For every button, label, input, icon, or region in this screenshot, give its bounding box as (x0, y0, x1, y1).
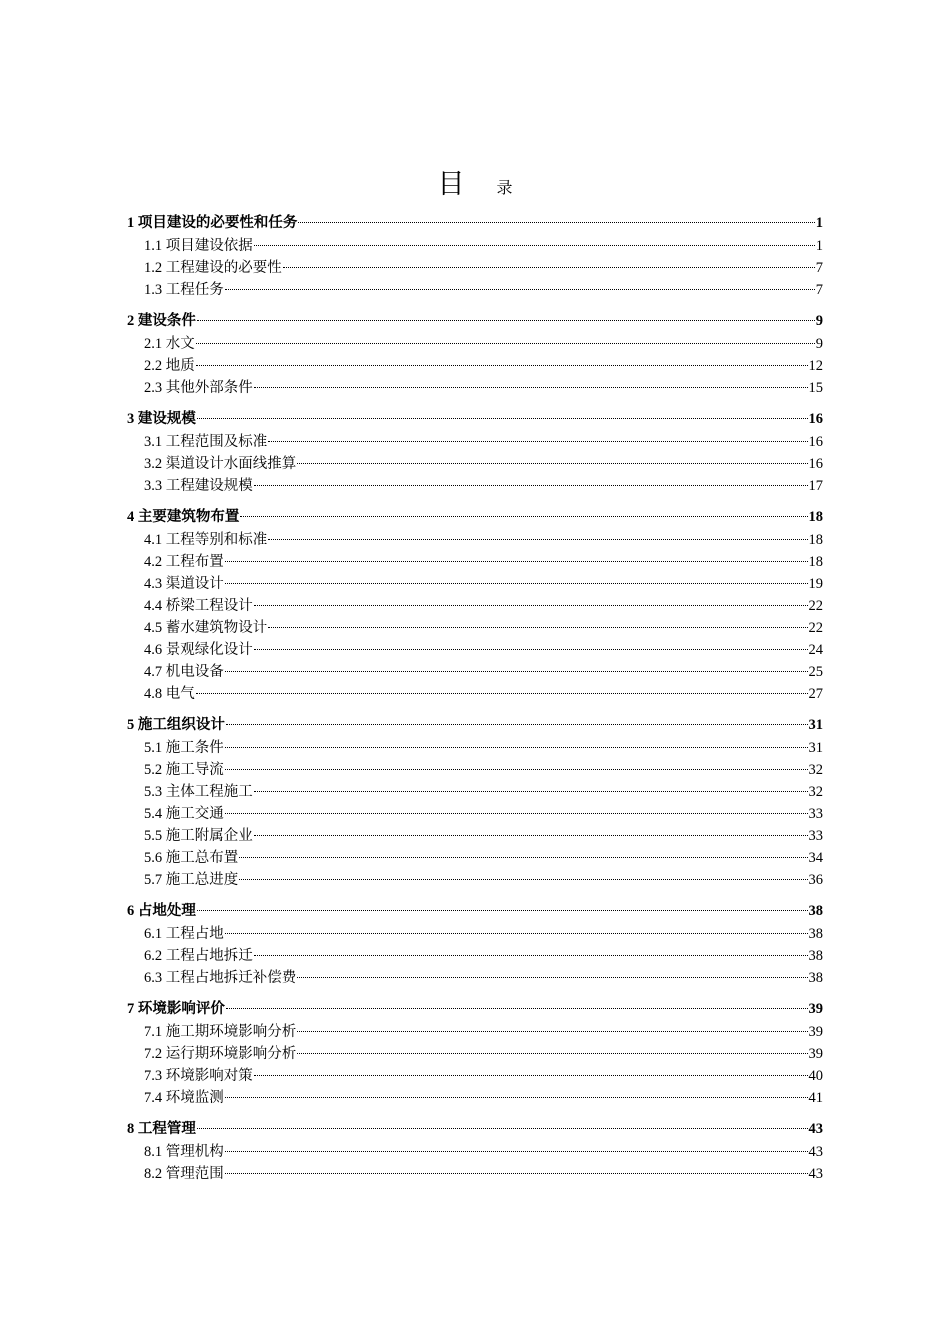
dot-leader (196, 365, 808, 366)
toc-subsection[interactable] (127, 333, 823, 355)
toc-subsection-page-number: 38 (808, 926, 823, 942)
toc-subsection-label: 7.4 环境监测 (144, 1090, 224, 1106)
toc-section-label: 4 主要建筑物布置 (127, 509, 240, 525)
toc-subsection-page-number: 41 (808, 1090, 823, 1106)
toc-subsection-page-number: 16 (808, 434, 823, 450)
toc-subsection-page-number: 19 (808, 576, 823, 592)
toc-subsection-page-number: 31 (808, 740, 823, 756)
dot-leader (226, 724, 808, 725)
toc-subsection[interactable] (127, 825, 823, 847)
dot-leader (297, 977, 807, 978)
toc-subsection-label: 4.4 桥梁工程设计 (144, 598, 253, 614)
toc-subsection-label: 1.3 工程任务 (144, 282, 224, 298)
toc-subsection[interactable] (127, 573, 823, 595)
dot-leader (225, 1173, 808, 1174)
toc-subsection[interactable] (127, 453, 823, 475)
dot-leader (254, 649, 808, 650)
toc-subsection-page-number: 38 (808, 948, 823, 964)
toc-section-page-number: 1 (815, 215, 823, 231)
toc-subsection[interactable] (127, 235, 823, 257)
table-of-contents (127, 211, 823, 1185)
toc-subsection-label: 1.1 项目建设依据 (144, 238, 253, 254)
toc-subsection[interactable] (127, 1087, 823, 1109)
toc-subsection-label: 7.1 施工期环境影响分析 (144, 1024, 297, 1040)
toc-subsection-page-number: 27 (808, 686, 823, 702)
toc-subsection-label: 8.2 管理范围 (144, 1166, 224, 1182)
toc-subsection-page-number: 12 (808, 358, 823, 374)
toc-subsection[interactable] (127, 475, 823, 497)
dot-leader (196, 343, 815, 344)
toc-subsection[interactable] (127, 1043, 823, 1065)
toc-subsection-page-number: 34 (808, 850, 823, 866)
toc-section[interactable] (127, 309, 823, 333)
toc-subsection-label: 6.2 工程占地拆迁 (144, 948, 253, 964)
dot-leader (239, 879, 807, 880)
toc-subsection[interactable] (127, 661, 823, 683)
dot-leader (226, 1008, 808, 1009)
toc-section-page-number: 18 (808, 509, 823, 525)
dot-leader (268, 539, 807, 540)
toc-subsection[interactable] (127, 279, 823, 301)
toc-subsection-page-number: 7 (815, 260, 823, 276)
toc-subsection-page-number: 32 (808, 762, 823, 778)
toc-subsection[interactable] (127, 355, 823, 377)
toc-subsection[interactable] (127, 869, 823, 891)
toc-subsection-label: 5.6 施工总布置 (144, 850, 239, 866)
toc-subsection-page-number: 33 (808, 806, 823, 822)
toc-subsection-label: 4.1 工程等别和标准 (144, 532, 268, 548)
toc-section-page-number: 38 (808, 903, 823, 919)
toc-subsection[interactable] (127, 639, 823, 661)
toc-subsection-label: 5.7 施工总进度 (144, 872, 239, 888)
toc-section-label: 8 工程管理 (127, 1121, 196, 1137)
toc-subsection-page-number: 39 (808, 1046, 823, 1062)
dot-leader (254, 955, 808, 956)
toc-subsection[interactable] (127, 737, 823, 759)
dot-leader (225, 561, 808, 562)
dot-leader (197, 910, 808, 911)
toc-title (0, 166, 950, 207)
toc-section-page-number: 39 (808, 1001, 823, 1017)
dot-leader (225, 289, 815, 290)
dot-leader (254, 835, 808, 836)
toc-subsection-label: 3.1 工程范围及标准 (144, 434, 268, 450)
toc-subsection-label: 7.2 运行期环境影响分析 (144, 1046, 297, 1062)
dot-leader (197, 320, 815, 321)
toc-subsection-label: 4.2 工程布置 (144, 554, 224, 570)
toc-subsection-page-number: 39 (808, 1024, 823, 1040)
dot-leader (254, 791, 808, 792)
dot-leader (225, 583, 808, 584)
toc-subsection-page-number: 43 (808, 1144, 823, 1160)
toc-subsection-page-number: 22 (808, 598, 823, 614)
toc-section-page-number: 9 (815, 313, 823, 329)
toc-section[interactable] (127, 505, 823, 529)
toc-subsection-label: 3.2 渠道设计水面线推算 (144, 456, 297, 472)
toc-subsection[interactable] (127, 551, 823, 573)
toc-subsection-label: 4.7 机电设备 (144, 664, 224, 680)
toc-subsection[interactable] (127, 1141, 823, 1163)
toc-section-page-number: 16 (808, 411, 823, 427)
toc-subsection-label: 6.1 工程占地 (144, 926, 224, 942)
dot-leader (283, 267, 815, 268)
dot-leader (254, 1075, 808, 1076)
toc-subsection-page-number: 25 (808, 664, 823, 680)
toc-subsection-label: 2.3 其他外部条件 (144, 380, 253, 396)
toc-section[interactable] (127, 997, 823, 1021)
toc-subsection[interactable] (127, 377, 823, 399)
toc-subsection-label: 5.5 施工附属企业 (144, 828, 253, 844)
toc-subsection-page-number: 33 (808, 828, 823, 844)
toc-section[interactable] (127, 407, 823, 431)
dot-leader (197, 1128, 808, 1129)
toc-subsection-page-number: 9 (815, 336, 823, 352)
toc-subsection-label: 5.3 主体工程施工 (144, 784, 253, 800)
toc-section-label: 2 建设条件 (127, 313, 196, 329)
toc-subsection-page-number: 36 (808, 872, 823, 888)
toc-subsection-page-number: 43 (808, 1166, 823, 1182)
dot-leader (225, 769, 808, 770)
dot-leader (268, 441, 807, 442)
toc-subsection[interactable] (127, 1021, 823, 1043)
toc-section-label: 6 占地处理 (127, 903, 196, 919)
toc-subsection[interactable] (127, 967, 823, 989)
toc-subsection-label: 1.2 工程建设的必要性 (144, 260, 282, 276)
dot-leader (239, 857, 807, 858)
toc-section-page-number: 43 (808, 1121, 823, 1137)
dot-leader (254, 387, 808, 388)
toc-section[interactable] (127, 899, 823, 923)
toc-subsection-page-number: 18 (808, 554, 823, 570)
toc-subsection-page-number: 7 (815, 282, 823, 298)
toc-subsection-label: 3.3 工程建设规模 (144, 478, 253, 494)
toc-subsection-label: 5.1 施工条件 (144, 740, 224, 756)
dot-leader (225, 1097, 808, 1098)
toc-subsection[interactable] (127, 431, 823, 453)
toc-section[interactable] (127, 713, 823, 737)
toc-subsection-label: 4.6 景观绿化设计 (144, 642, 253, 658)
toc-subsection-page-number: 18 (808, 532, 823, 548)
toc-subsection[interactable] (127, 1065, 823, 1087)
toc-subsection[interactable] (127, 781, 823, 803)
dot-leader (197, 418, 808, 419)
toc-subsection-label: 2.1 水文 (144, 336, 195, 352)
dot-leader (225, 671, 808, 672)
dot-leader (225, 1151, 808, 1152)
dot-leader (297, 1053, 807, 1054)
dot-leader (298, 222, 814, 223)
toc-subsection-label: 4.8 电气 (144, 686, 195, 702)
dot-leader (254, 605, 808, 606)
dot-leader (225, 747, 808, 748)
dot-leader (196, 693, 808, 694)
toc-subsection-label: 5.4 施工交通 (144, 806, 224, 822)
toc-subsection[interactable] (127, 617, 823, 639)
toc-subsection-label: 4.5 蓄水建筑物设计 (144, 620, 268, 636)
dot-leader (297, 1031, 807, 1032)
dot-leader (254, 485, 808, 486)
toc-section[interactable] (127, 211, 823, 235)
toc-subsection-page-number: 16 (808, 456, 823, 472)
toc-section-label: 5 施工组织设计 (127, 717, 225, 733)
toc-subsection[interactable] (127, 847, 823, 869)
toc-subsection-label: 4.3 渠道设计 (144, 576, 224, 592)
toc-subsection-page-number: 24 (808, 642, 823, 658)
toc-section[interactable] (127, 1117, 823, 1141)
dot-leader (240, 516, 807, 517)
toc-subsection-label: 7.3 环境影响对策 (144, 1068, 253, 1084)
dot-leader (254, 245, 815, 246)
toc-subsection-page-number: 38 (808, 970, 823, 986)
dot-leader (268, 627, 807, 628)
toc-subsection[interactable] (127, 257, 823, 279)
toc-title-char-2: 录 (496, 180, 513, 197)
toc-subsection[interactable] (127, 759, 823, 781)
toc-subsection-page-number: 1 (815, 238, 823, 254)
toc-subsection-page-number: 15 (808, 380, 823, 396)
toc-subsection[interactable] (127, 923, 823, 945)
toc-subsection-label: 2.2 地质 (144, 358, 195, 374)
toc-subsection-page-number: 17 (808, 478, 823, 494)
toc-subsection-page-number: 22 (808, 620, 823, 636)
toc-subsection-page-number: 32 (808, 784, 823, 800)
dot-leader (225, 933, 808, 934)
toc-subsection-label: 5.2 施工导流 (144, 762, 224, 778)
toc-section-page-number: 31 (808, 717, 823, 733)
toc-subsection[interactable] (127, 803, 823, 825)
toc-subsection-label: 8.1 管理机构 (144, 1144, 224, 1160)
toc-section-label: 1 项目建设的必要性和任务 (127, 215, 298, 231)
toc-subsection-label: 6.3 工程占地拆迁补偿费 (144, 970, 297, 986)
toc-subsection[interactable] (127, 595, 823, 617)
toc-section-label: 3 建设规模 (127, 411, 196, 427)
dot-leader (297, 463, 807, 464)
toc-subsection[interactable] (127, 945, 823, 967)
toc-section-label: 7 环境影响评价 (127, 1001, 225, 1017)
toc-subsection[interactable] (127, 1163, 823, 1185)
toc-subsection[interactable] (127, 683, 823, 705)
dot-leader (225, 813, 808, 814)
toc-subsection-page-number: 40 (808, 1068, 823, 1084)
toc-title-char-1: 目 (437, 169, 465, 199)
toc-subsection[interactable] (127, 529, 823, 551)
